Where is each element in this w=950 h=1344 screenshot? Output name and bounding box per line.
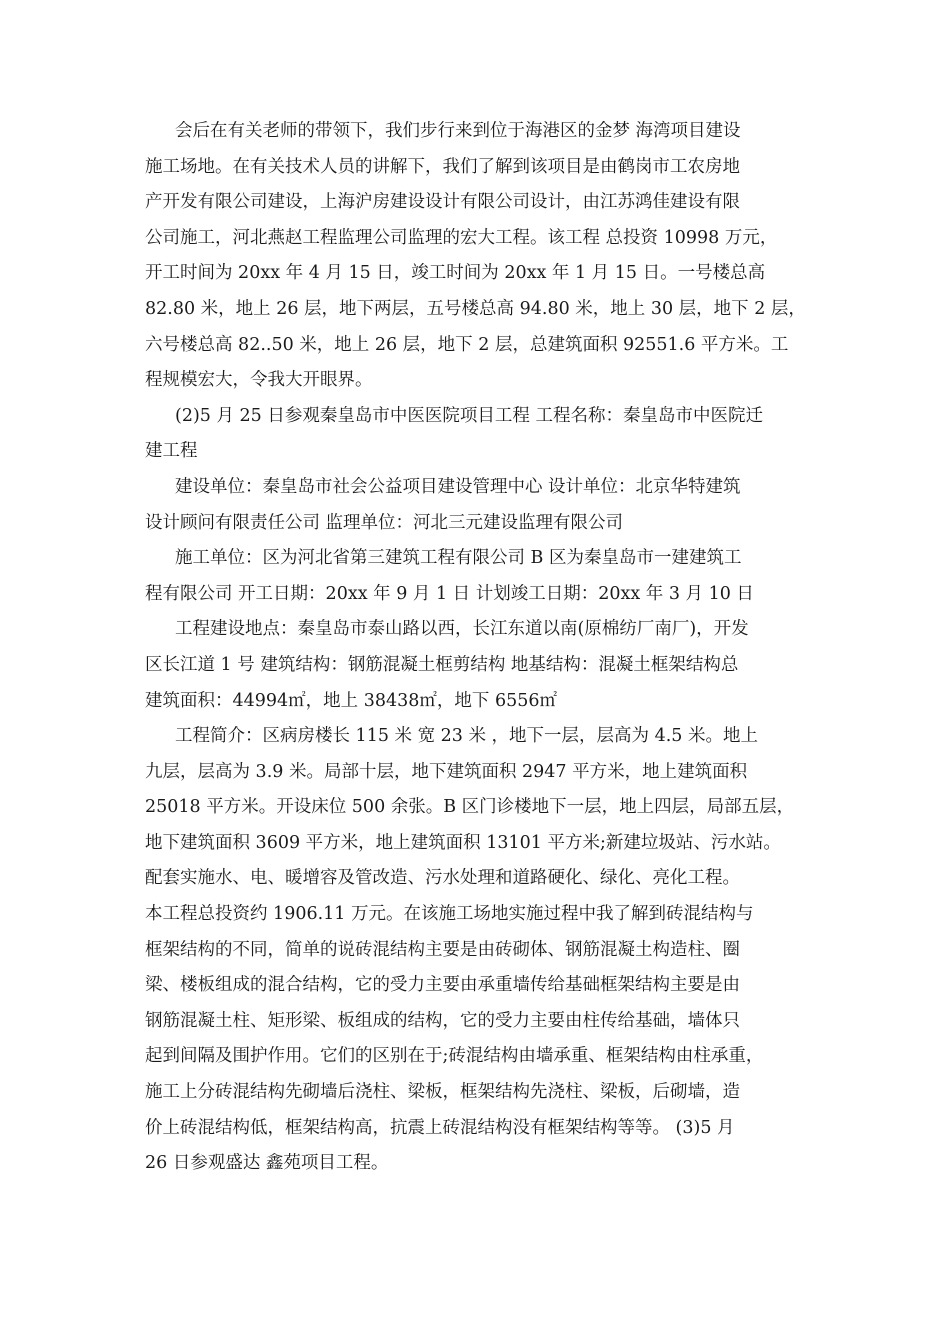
text-line: 程规模宏大，令我大开眼界。 xyxy=(145,370,373,391)
text-line: 建工程 xyxy=(145,441,198,462)
text-line: 钢筋混凝土柱、矩形梁、板组成的结构，它的受力主要由柱传给基础，墙体只 xyxy=(145,1010,740,1031)
text-line: 建设单位：秦皇岛市社会公益项目建设管理中心 设计单位：北京华特建筑 xyxy=(175,476,741,497)
text-line: 区长江道 1 号 建筑结构：钢筋混凝土框剪结构 地基结构：混凝土框架结构总 xyxy=(145,654,739,675)
text-line: 25018 平方米。开设床位 500 余张。B 区门诊楼地下一层，地上四层，局部五层， xyxy=(145,797,795,818)
text-line: 配套实施水、电、暖增容及管改造、污水处理和道路硬化、绿化、亮化工程。 xyxy=(145,868,740,889)
text-line: 26 日参观盛达 鑫苑项目工程。 xyxy=(145,1153,389,1174)
text-line: 82.80 米，地上 26 层，地下两层，五号楼总高 94.80 米，地上 30 层，地下 2 层， xyxy=(145,298,806,319)
text-line: 本工程总投资约 1906.11 万元。在该施工场地实施过程中我了解到砖混结构与 xyxy=(145,904,754,925)
text-line: 程有限公司 开工日期：20xx 年 9 月 1 日 计划竣工日期：20xx 年 3 月 10 日 xyxy=(145,583,754,604)
text-line: 地下建筑面积 3609 平方米，地上建筑面积 13101 平方米;新建垃圾站、污水站。 xyxy=(145,832,781,853)
text-line: 施工单位：区为河北省第三建筑工程有限公司 B 区为秦皇岛市一建建筑工 xyxy=(175,548,742,569)
text-line: 工程简介：区病房楼长 115 米 宽 23 米 ，地下一层，层高为 4.5 米。地上 xyxy=(175,726,759,747)
text-line: 设计顾问有限责任公司 监理单位：河北三元建设监理有限公司 xyxy=(145,512,624,533)
text-line: 施工场地。在有关技术人员的讲解下，我们了解到该项目是由鹤岗市工农房地 xyxy=(145,156,740,177)
text-line: 建筑面积：44994㎡，地上 38438㎡，地下 6556㎡ xyxy=(145,690,558,711)
text-line: 九层，层高为 3.9 米。局部十层，地下建筑面积 2947 平方米，地上建筑面积 xyxy=(145,761,748,782)
text-line: 公司施工，河北燕赵工程监理公司监理的宏大工程。该工程 总投资 10998 万元， xyxy=(145,227,778,248)
text-line: 会后在有关老师的带领下，我们步行来到位于海港区的金梦 海湾项目建设 xyxy=(175,121,741,141)
text-line: 产开发有限公司建设，上海沪房建设设计有限公司设计，由江苏鸿佳建设有限 xyxy=(145,192,740,213)
text-line: 价上砖混结构低，框架结构高，抗震上砖混结构没有框架结构等等。 (3)5 月 xyxy=(145,1117,735,1138)
text-line: 施工上分砖混结构先砌墙后浇柱、梁板，框架结构先浇柱、梁板，后砌墙，造 xyxy=(145,1082,740,1103)
text-line: (2)5 月 25 日参观秦皇岛市中医医院项目工程 工程名称：秦皇岛市中医院迁 xyxy=(175,405,763,426)
text-line: 工程建设地点：秦皇岛市泰山路以西，长江东道以南(原棉纺厂南厂)，开发 xyxy=(175,619,749,640)
text-line: 梁、楼板组成的混合结构，它的受力主要由承重墙传给基础框架结构主要是由 xyxy=(145,975,740,996)
text-line: 框架结构的不同，简单的说砖混结构主要是由砖砌体、钢筋混凝土构造柱、圈 xyxy=(145,939,740,960)
text-line: 起到间隔及围护作用。它们的区别在于;砖混结构由墙承重、框架结构由柱承重， xyxy=(145,1046,764,1067)
text-line: 开工时间为 20xx 年 4 月 15 日，竣工时间为 20xx 年 1 月 15 日。一号楼总高 xyxy=(145,263,766,284)
document-body xyxy=(145,114,835,1182)
text-line: 六号楼总高 82..50 米，地上 26 层，地下 2 层，总建筑面积 92551.6 平方米。工 xyxy=(145,334,789,355)
